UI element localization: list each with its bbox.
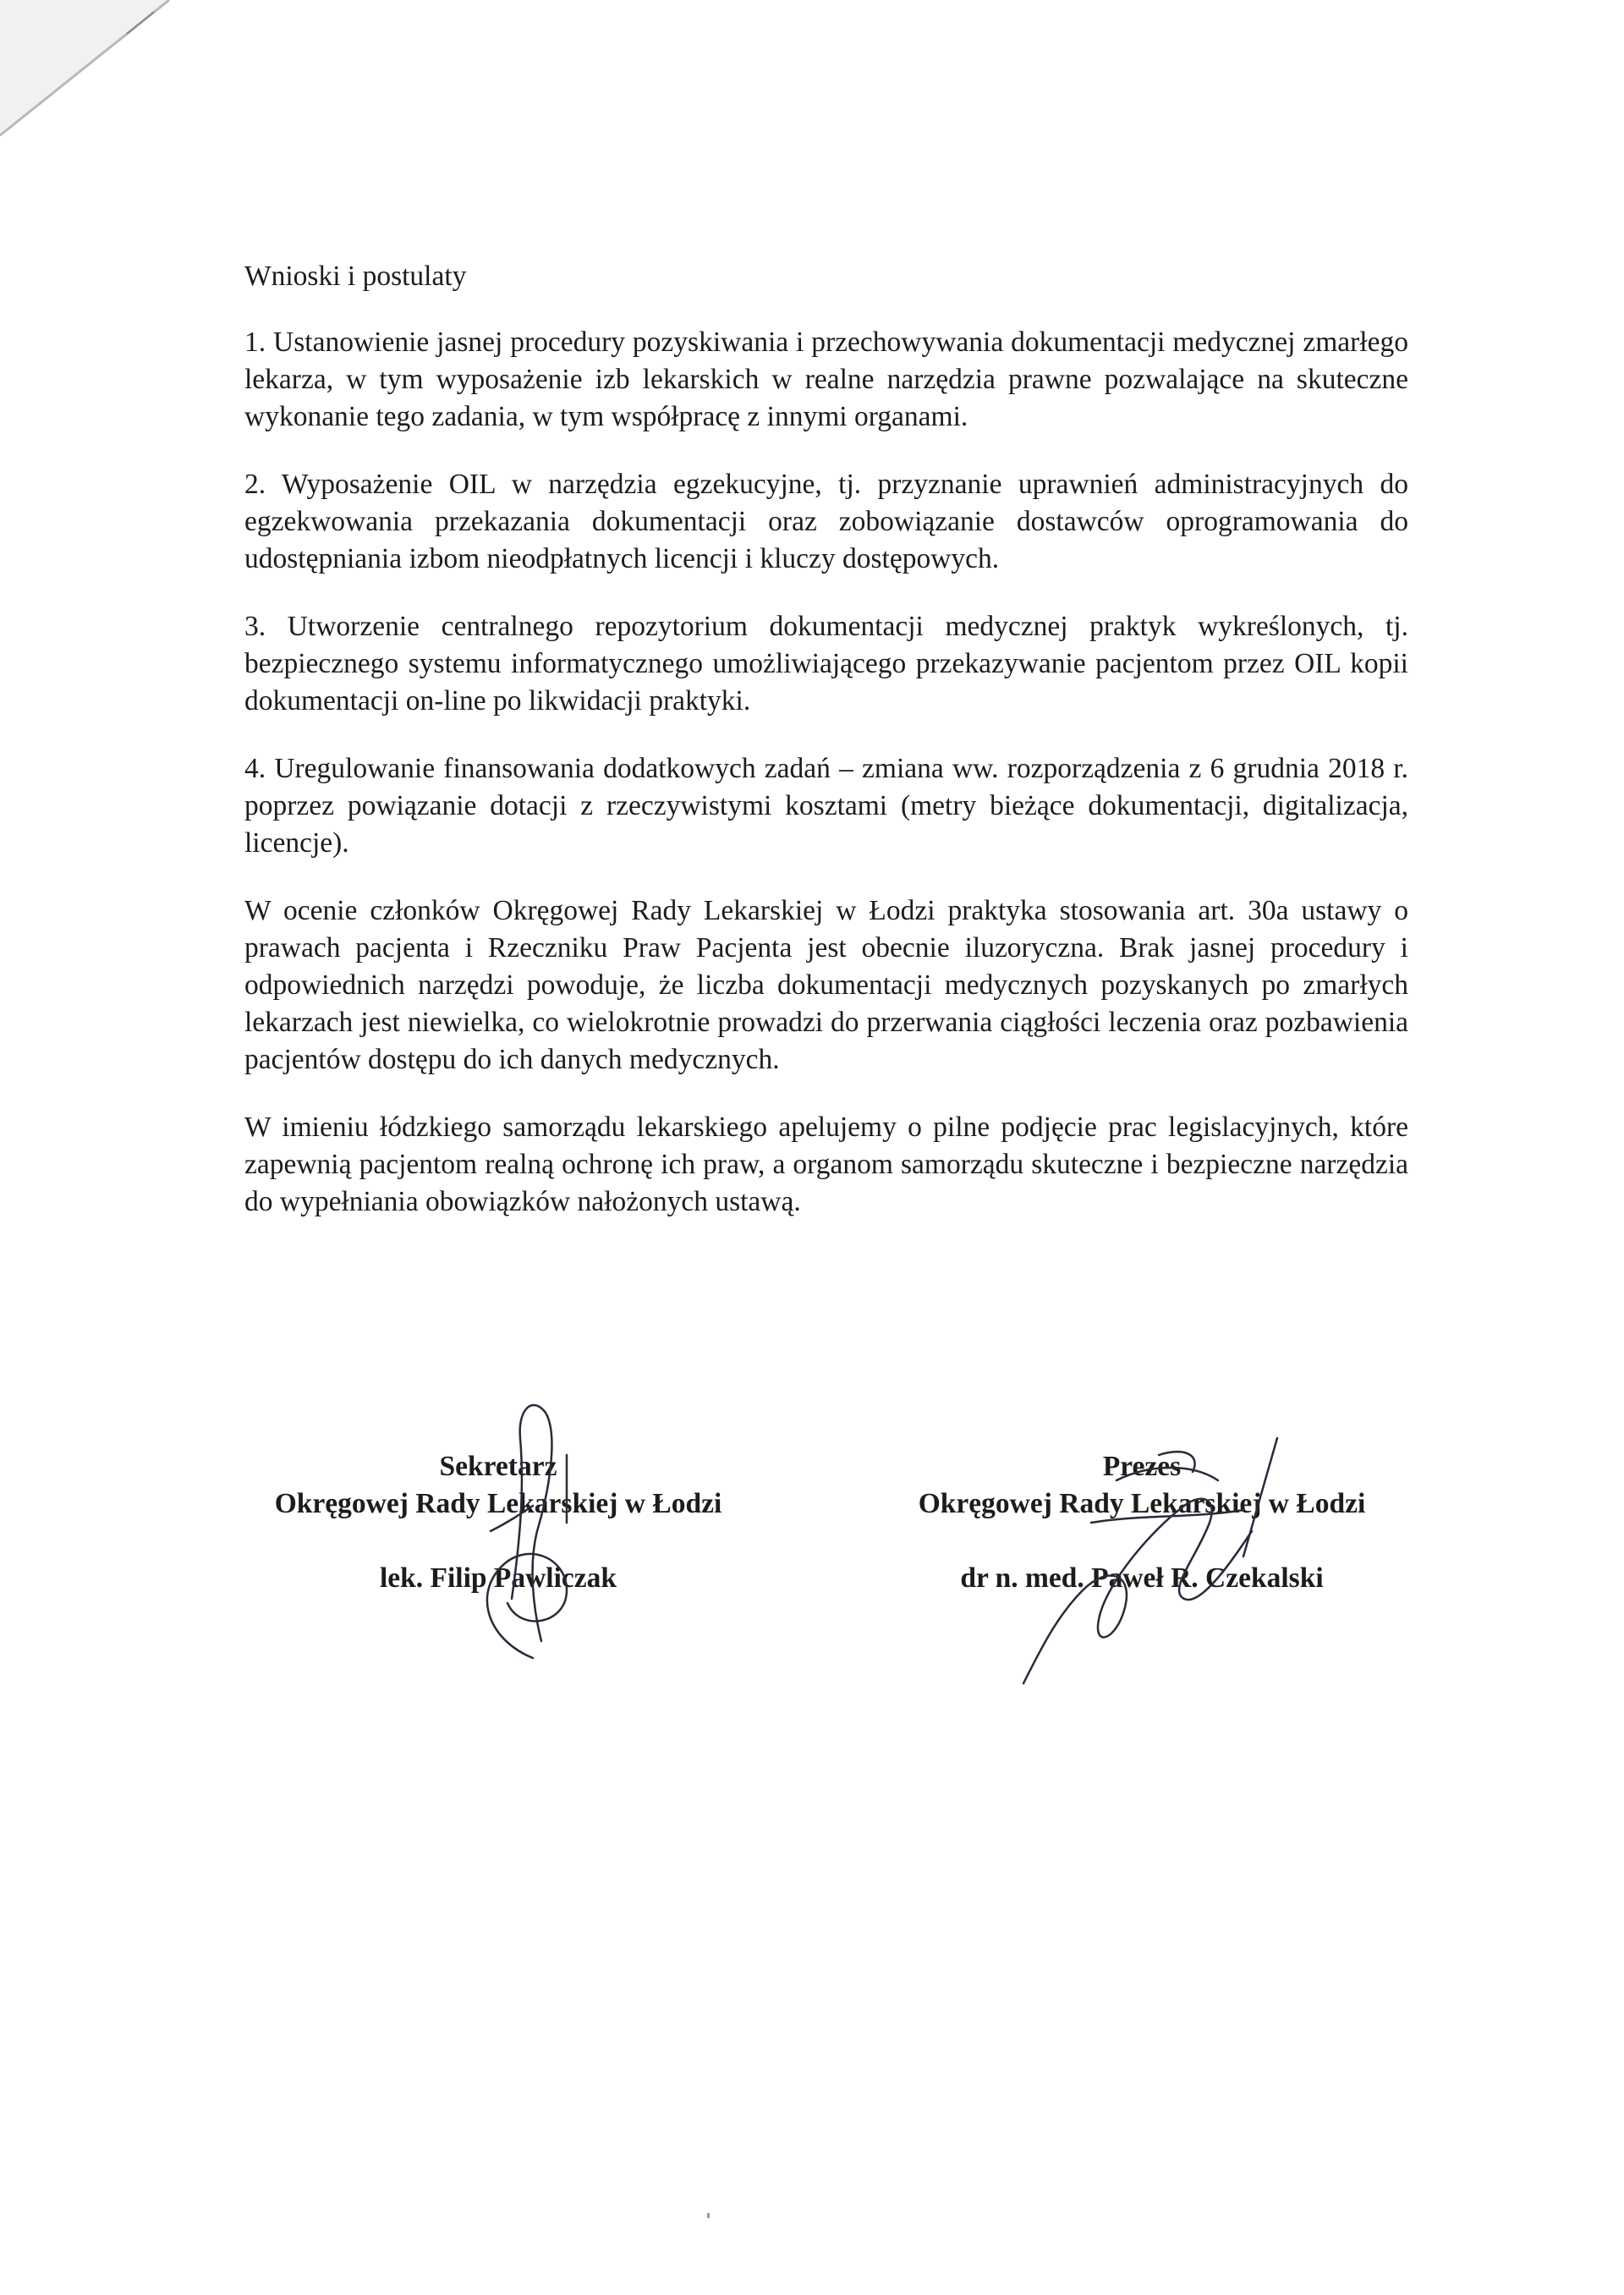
signer-title: Sekretarz	[439, 1451, 557, 1482]
scan-speck	[707, 2213, 710, 2218]
postulate-2: 2. Wyposażenie OIL w narzędzia egzekucyjne, tj. przyznanie uprawnień administracyjnych do egzekwowania przekazania dokumentacji oraz zobowiązanie dostawców oprogramowania do udostępniania izbom nieodpłatnych licencji i kluczy dostępowych.	[244, 469, 1408, 574]
assessment-paragraph: W ocenie członków Okręgowej Rady Lekarskiej w Łodzi praktyka stosowania art. 30a ustawy o prawach pacjenta i Rzeczniku Praw Pacjenta jest obecnie iluzoryczna. Brak jasnej procedury i odpowiednich narzędzi powoduje, że liczba dokumentacji medycznych pozyskanych po zmarłych lekarzach jest niewielka, co wielokrotnie prowadzi do przerwania ciągłości leczenia oraz pozbawienia pacjentów dostępu do ich danych medycznych.	[244, 895, 1408, 1075]
document-body	[244, 258, 1408, 1251]
postulate-4: 4. Uregulowanie finansowania dodatkowych zadań – zmiana ww. rozporządzenia z 6 grudnia 2018 r. poprzez powiązanie dotacji z rzeczywistymi kosztami (metry bieżące dokumentacji, digitalizacja, licencje).	[244, 753, 1408, 859]
signature-block-secretary	[239, 1448, 757, 1597]
appeal-paragraph: W imieniu łódzkiego samorządu lekarskiego apelujemy o pilne podjęcie prac legislacyjnych, które zapewnią pacjentom realną ochronę ich praw, a organom samorządu skuteczne i bezpieczne narzędzia do wypełniania obowiązków nałożonych ustawą.	[244, 1112, 1408, 1217]
signer-name: lek. Filip Pawliczak	[379, 1562, 617, 1594]
signature-block-president	[880, 1448, 1404, 1597]
page-corner-fold	[0, 0, 186, 169]
signer-organization: Okręgowej Rady Lekarskiej w Łodzi	[918, 1488, 1366, 1519]
section-heading: Wnioski i postulaty	[244, 261, 467, 292]
postulate-3: 3. Utworzenie centralnego repozytorium dokumentacji medycznej praktyk wykreślonych, tj. bezpiecznego systemu informatycznego umożliwiającego przekazywanie pacjentom przez OIL kopii dokumentacji on-line po likwidacji praktyki.	[244, 611, 1408, 717]
signer-name: dr n. med. Paweł R. Czekalski	[960, 1562, 1324, 1594]
signer-organization: Okręgowej Rady Lekarskiej w Łodzi	[274, 1488, 722, 1519]
postulate-1: 1. Ustanowienie jasnej procedury pozyskiwania i przechowywania dokumentacji medycznej zmarłego lekarza, w tym wyposażenie izb lekarskich w realne narzędzia prawne pozwalające na skuteczne wykonanie tego zadania, w tym współpracę z innymi organami.	[244, 327, 1408, 432]
signer-title: Prezes	[1102, 1451, 1182, 1482]
